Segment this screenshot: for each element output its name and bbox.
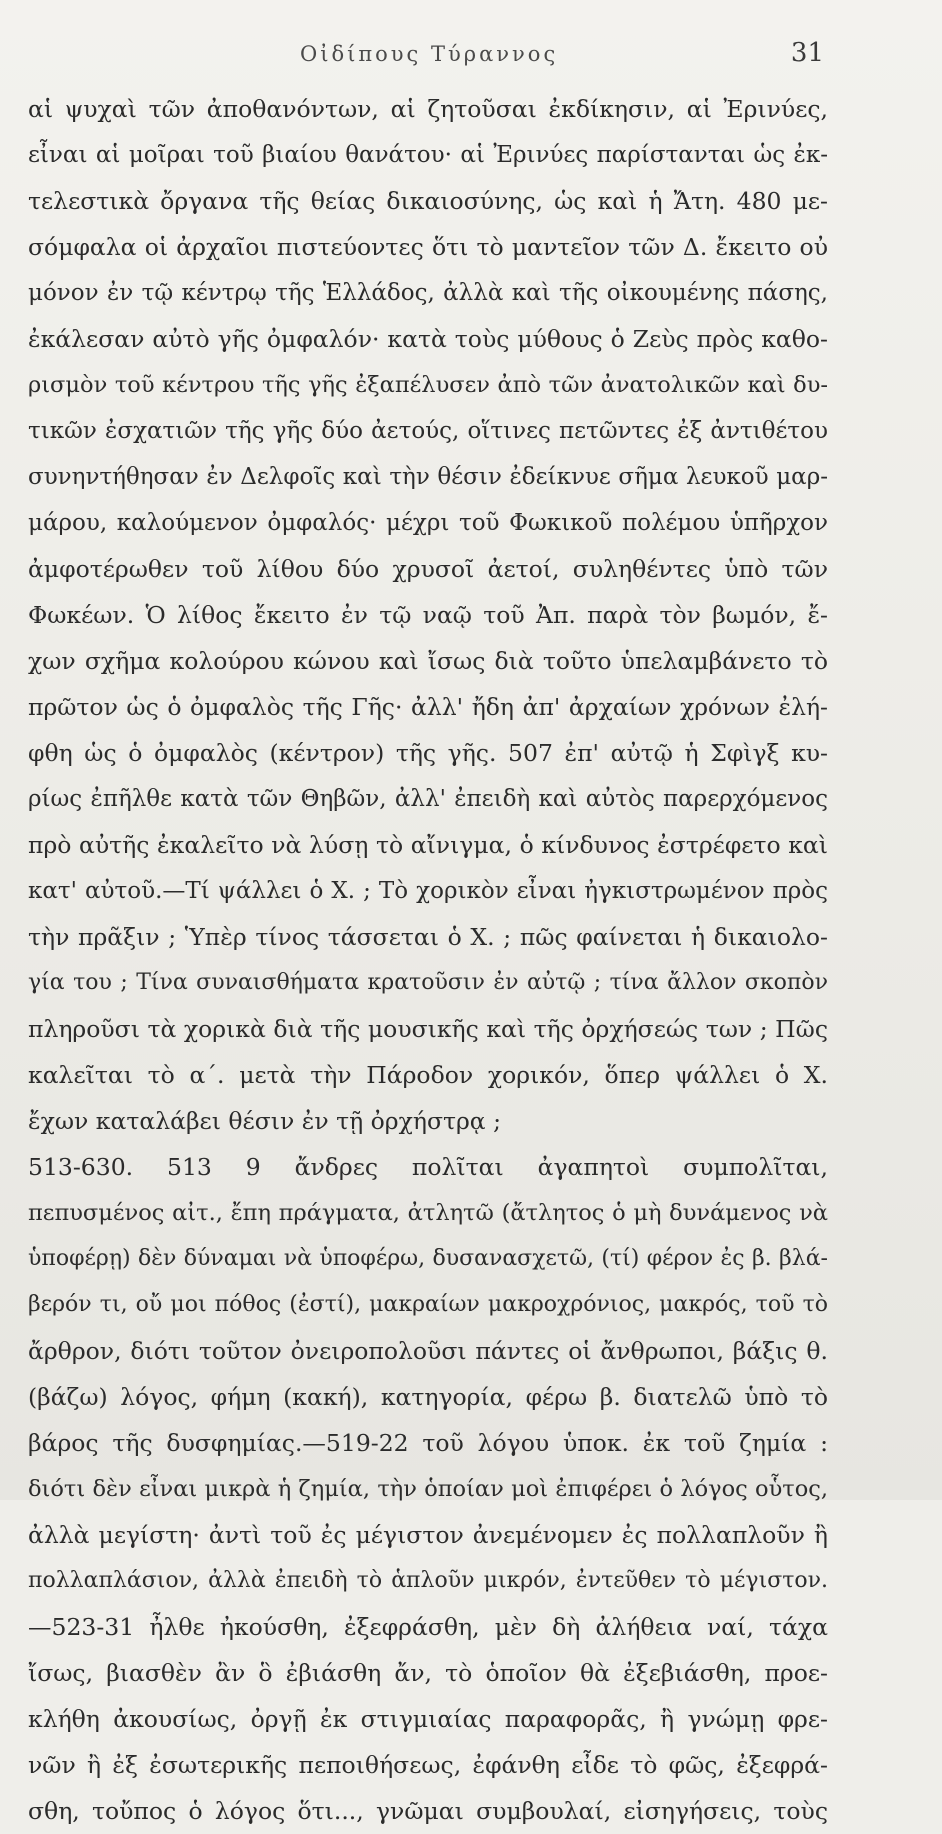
text-line: σόμφαλα οἱ ἀρχαῖοι πιστεύοντες ὅτι τὸ μαντεῖον τῶν Δ. ἔκειτο οὐ (28, 233, 828, 261)
text-line: ἐκάλεσαν αὐτὸ γῆς ὀμφαλόν· κατὰ τοὺς μύθους ὁ Ζεὺς πρὸς καθο- (28, 325, 828, 353)
text-line: συνηντήθησαν ἐν Δελφοῖς καὶ τὴν θέσιν ἐδείκνυε σῆμα λευκοῦ μαρ- (28, 464, 828, 490)
text-line: ἔχων καταλάβει θέσιν ἐν τῇ ὀρχήστρᾳ ; (28, 1107, 502, 1135)
text-line: ἴσως, βιασθὲν ἂν ὃ ἐβιάσθη ἄν, τὸ ὁποῖον θὰ ἐξεβιάσθη, προε- (28, 1659, 828, 1687)
section-heading-line: 513-630. 513 9 ἄνδρες πολῖται ἀγαπητοὶ συμπολῖται, (28, 1153, 828, 1181)
text-line: βάρος τῆς δυσφημίας.—519-22 τοῦ λόγου ὑποκ. ἐκ τοῦ ζημία : (28, 1429, 828, 1457)
text-line: χων σχῆμα κολούρου κώνου καὶ ἴσως διὰ τοῦτο ὑπελαμβάνετο τὸ (28, 647, 828, 675)
text-line: Φωκέων. Ὁ λίθος ἔκειτο ἐν τῷ ναῷ τοῦ Ἀπ. παρὰ τὸν βωμόν, ἔ- (28, 601, 828, 629)
text-line: τελεστικὰ ὄργανα τῆς θείας δικαιοσύνης, ὡς καὶ ἡ Ἄτη. 480 με- (28, 187, 828, 215)
running-title: Οἰδίπους Τύραννος (300, 42, 559, 66)
text-line: νῶν ἢ ἐξ ἐσωτερικῆς πεποιθήσεως, ἐφάνθη εἶδε τὸ φῶς, ἐξεφρά- (28, 1751, 828, 1779)
text-line: ἀμφοτέρωθεν τοῦ λίθου δύο χρυσοῖ ἀετοί, συληθέντες ὑπὸ τῶν (28, 555, 828, 583)
text-line: ἀλλὰ μεγίστη· ἀντὶ τοῦ ἐς μέγιστον ἀνεμένομεν ἐς πολλαπλοῦν ἢ (28, 1521, 828, 1549)
text-line: πρῶτον ὡς ὁ ὀμφαλὸς τῆς Γῆς· ἀλλ' ἤδη ἀπ' ἀρχαίων χρόνων ἐλή- (28, 693, 828, 721)
text-line: πολλαπλάσιον, ἀλλὰ ἐπειδὴ τὸ ἁπλοῦν μικρόν, ἐντεῦθεν τὸ μέγιστον. (28, 1568, 828, 1593)
text-line: εἶναι αἱ μοῖραι τοῦ βιαίου θανάτου· αἱ Ἐρινύες παρίστανται ὡς ἐκ- (28, 142, 828, 168)
text-line: —523-31 ἦλθε ἠκούσθη, ἐξεφράσθη, μὲν δὴ ἀλήθεια ναί, τάχα (28, 1613, 828, 1641)
text-line: αἱ ψυχαὶ τῶν ἀποθανόντων, αἱ ζητοῦσαι ἐκδίκησιν, αἱ Ἐρινύες, (28, 95, 828, 123)
page-number: 31 (790, 38, 824, 68)
text-line: πεπυσμένος αἰτ., ἔπη πράγματα, ἀτλητῶ (ἄτλητος ὁ μὴ δυνάμενος νὰ (28, 1200, 828, 1226)
text-line: γία του ; Τίνα συναισθήματα κρατοῦσιν ἐν αὐτῷ ; τίνα ἄλλον σκοπὸν (28, 970, 828, 995)
text-line: τικῶν ἐσχατιῶν τῆς γῆς δύο ἀετούς, οἵτινες πετῶντες ἐξ ἀντιθέτου (28, 418, 828, 444)
text-line: φθη ὡς ὁ ὀμφαλὸς (κέντρον) τῆς γῆς. 507 ἐπ' αὐτῷ ἡ Σφὶγξ κυ- (28, 739, 828, 767)
text-line: ρίως ἐπῆλθε κατὰ τῶν Θηβῶν, ἀλλ' ἐπειδὴ καὶ αὐτὸς παρερχόμενος (28, 786, 828, 812)
text-line: (βάζω) λόγος, φήμη (κακή), κατηγορία, φέρω β. διατελῶ ὑπὸ τὸ (28, 1383, 828, 1411)
text-line: μάρου, καλούμενον ὀμφαλός· μέχρι τοῦ Φωκικοῦ πολέμου ὑπῆρχον (28, 510, 828, 536)
text-line: ὑποφέρῃ) δὲν δύναμαι νὰ ὑποφέρω, δυσανασχετῶ, (τί) φέρον ἐς β. βλά- (28, 1246, 828, 1271)
text-line: βερόν τι, οὔ μοι πόθος (ἐστί), μακραίων μακροχρόνιος, μακρός, τοῦ τὸ (28, 1292, 828, 1317)
text-line: πρὸ αὐτῆς ἐκαλεῖτο νὰ λύσῃ τὸ αἴνιγμα, ὁ κίνδυνος ἐστρέφετο καὶ (28, 831, 828, 859)
text-line: τὴν πρᾶξιν ; Ὑπὲρ τίνος τάσσεται ὁ Χ. ; πῶς φαίνεται ἡ δικαιολο- (28, 923, 828, 951)
text-line: ἄρθρον, διότι τοῦτον ὀνειροπολοῦσι πάντες οἱ ἄνθρωποι, βάξις θ. (28, 1337, 828, 1365)
running-header (0, 38, 942, 68)
commentary-text (28, 86, 828, 1834)
text-line: κλήθη ἀκουσίως, ὀργῇ ἐκ στιγμιαίας παραφορᾶς, ἢ γνώμῃ φρε- (28, 1705, 828, 1733)
text-line: σθη, τοὔπος ὁ λόγος ὅτι..., γνῶμαι συμβουλαί, εἰσηγήσεις, τοὺς (28, 1797, 828, 1825)
text-line: καλεῖται τὸ α΄. μετὰ τὴν Πάροδον χορικόν, ὅπερ ψάλλει ὁ Χ. (28, 1061, 828, 1089)
text-line: μόνον ἐν τῷ κέντρῳ τῆς Ἑλλάδος, ἀλλὰ καὶ τῆς οἰκουμένης πάσης, (28, 280, 828, 306)
text-line: πληροῦσι τὰ χορικὰ διὰ τῆς μουσικῆς καὶ τῆς ὀρχήσεώς των ; Πῶς (28, 1015, 828, 1043)
text-line: διότι δὲν εἶναι μικρὰ ἡ ζημία, τὴν ὁποίαν μοὶ ἐπιφέρει ὁ λόγος οὗτος, (28, 1476, 828, 1502)
text-line: κατ' αὐτοῦ.—Τί ψάλλει ὁ Χ. ; Τὸ χορικὸν εἶναι ἠγκιστρωμένον πρὸς (28, 878, 828, 904)
text-line: ρισμὸν τοῦ κέντρου τῆς γῆς ἐξαπέλυσεν ἀπὸ τῶν ἀνατολικῶν καὶ δυ- (28, 372, 828, 398)
